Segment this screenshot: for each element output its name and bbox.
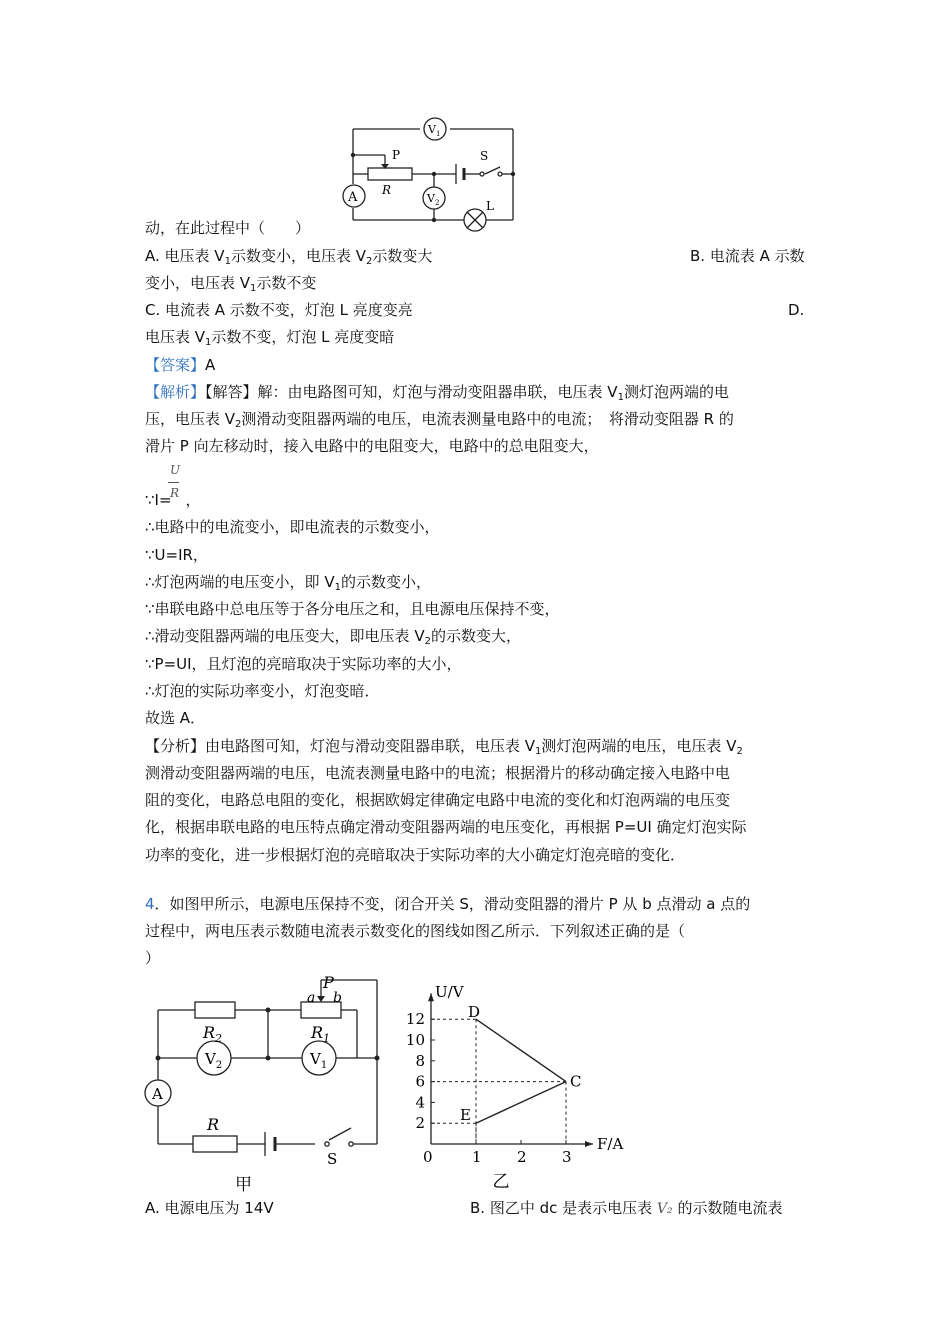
- fraction-numerator: U: [170, 463, 181, 477]
- v2-label: $V_2$: [427, 192, 440, 207]
- jia-ammeter-label: A: [152, 1085, 163, 1103]
- y-axis-label: U/V: [435, 983, 464, 1002]
- chart-yi: [395, 968, 655, 1193]
- y-tick-label: 8: [415, 1051, 425, 1070]
- x-tick-label: 3: [562, 1148, 572, 1166]
- q3-step-9: ∴滑动变阻器两端的电压变大，即电压表 $V_2$的示数变大，: [145, 627, 521, 647]
- q3-step-5: ∴电路中的电流变小，即电流表的示数变小，: [145, 518, 440, 536]
- q3-step-7: ∴灯泡两端的电压变小，即 $V_1$的示数变小，: [145, 573, 431, 593]
- yi-caption: 乙: [492, 1172, 510, 1192]
- q3-answer: 【答案】A: [145, 356, 216, 374]
- q3-option-c[interactable]: C. 电流表 A 示数不变，灯泡 L 亮度变亮: [145, 301, 413, 319]
- jia-b-label: b: [333, 990, 342, 1006]
- fraction-denominator: R: [170, 486, 180, 500]
- q3-analysis-line2: 压，电压表 $V_2$测滑动变阻器两端的电压，电流表测量电路中的电流； 将滑动变阻器 R 的: [145, 410, 734, 430]
- q4-option-a[interactable]: A. 电源电压为 14V: [145, 1199, 274, 1217]
- q3-summary-line5: 功率的变化，进一步根据灯泡的亮暗取决于实际功率的大小确定灯泡亮暗的变化．: [145, 846, 686, 864]
- point-label-e: E: [460, 1106, 471, 1125]
- point-label-c: C: [570, 1072, 582, 1091]
- q3-summary-line2: 测滑动变阻器两端的电压，电流表测量电路中的电流；根据滑片的移动确定接入电路中电: [145, 764, 731, 782]
- origin-label: 0: [423, 1148, 433, 1166]
- y-tick-label: 6: [415, 1072, 425, 1091]
- q4-stem-line2: 过程中，两电压表示数随电流表示数变化的图线如图乙所示．下列叙述正确的是（: [145, 922, 686, 940]
- jia-v1-label: $V_1$: [310, 1050, 328, 1071]
- point-label-d: D: [468, 1003, 481, 1022]
- q3-conclusion: 故选 A．: [145, 709, 206, 727]
- x-tick-label: 1: [472, 1148, 482, 1166]
- jia-s-label: S: [327, 1150, 338, 1168]
- circuit-diagram-top: [330, 112, 530, 237]
- q3-option-b-cont: 变小，电压表 $V_1$示数不变: [145, 274, 317, 294]
- q4-stem-line1: 4．如图甲所示，电源电压保持不变，闭合开关 S，滑动变阻器的滑片 P 从 b 点滑动 a 点的: [145, 895, 751, 913]
- series-line-ec: [476, 1082, 566, 1124]
- ammeter-label: A: [348, 190, 358, 205]
- jia-v2-label: $V_2$: [205, 1050, 223, 1071]
- jia-r2-label: $R_2$: [203, 1023, 223, 1045]
- q3-step-11: ∴灯泡的实际功率变小，灯泡变暗．: [145, 682, 380, 700]
- x-tick-label: 2: [517, 1148, 527, 1166]
- x-axis-arrow: [585, 1141, 593, 1147]
- y-tick-label: 2: [415, 1114, 425, 1133]
- jia-a-label: a: [307, 990, 316, 1006]
- q3-summary-line3: 阻的变化，电路总电阻的变化，根据欧姆定律确定电路中电流的变化和灯泡两端的电压变: [145, 791, 731, 809]
- fraction-bar: [168, 482, 179, 483]
- circuit-diagram-jia: [135, 968, 390, 1193]
- y-tick-label: 10: [405, 1031, 425, 1049]
- jia-r1-label: $R_1$: [311, 1023, 331, 1045]
- s-label: S: [480, 149, 489, 163]
- p-label: P: [392, 148, 401, 162]
- q3-step-10: ∵P=UI，且灯泡的亮暗取决于实际功率的大小，: [145, 655, 462, 673]
- series-line-dc: [476, 1019, 566, 1081]
- q3-option-d[interactable]: D.: [788, 301, 805, 319]
- jia-p-label: P: [323, 973, 334, 992]
- q4-option-b[interactable]: B. 图乙中 dc 是表示电压表 V₂ 的示数随电流表: [470, 1199, 783, 1217]
- q3-summary-line4: 化，根据串联电路的电压特点确定滑动变阻器两端的电压变化，再根据 P=UI 确定灯泡实际: [145, 818, 747, 836]
- lamp-label: L: [486, 199, 494, 213]
- q3-step-6: ∵U=IR，: [145, 546, 208, 564]
- q3-analysis-line1: 【解析】【解答】解：由电路图可知，灯泡与滑动变阻器串联，电压表 $V_1$测灯泡两端的电: [145, 383, 729, 403]
- y-tick-label: 12: [405, 1010, 425, 1029]
- x-axis-label: F/A: [597, 1135, 624, 1153]
- jia-caption: 甲: [235, 1175, 252, 1193]
- q3-stem-tail: 动，在此过程中（ ）: [145, 219, 311, 237]
- v1-label: $V_1$: [428, 123, 441, 138]
- q3-option-a[interactable]: A. 电压表 $V_1$示数变小，电压表 $V_2$示数变大: [145, 247, 433, 267]
- y-tick-label: 4: [415, 1093, 425, 1112]
- q3-analysis-line3: 滑片 P 向左移动时，接入电路中的电阻变大，电路中的总电阻变大，: [145, 437, 599, 455]
- q3-ohm-law: ∵I= ，: [145, 491, 201, 509]
- q4-stem-line3: ）: [145, 949, 161, 967]
- q3-summary-line1: 【分析】由电路图可知，灯泡与滑动变阻器串联，电压表 $V_1$测灯泡两端的电压，电压表 $V_2$: [145, 737, 743, 757]
- y-axis-arrow: [428, 993, 434, 1001]
- jia-r-label: R: [207, 1115, 220, 1134]
- q3-option-d-cont: 电压表 $V_1$示数不变，灯泡 L 亮度变暗: [145, 328, 395, 348]
- q3-option-b[interactable]: B. 电流表 A 示数: [690, 247, 805, 265]
- q3-step-8: ∵串联电路中总电压等于各分电压之和，且电源电压保持不变，: [145, 600, 560, 618]
- r-label: R: [382, 183, 392, 197]
